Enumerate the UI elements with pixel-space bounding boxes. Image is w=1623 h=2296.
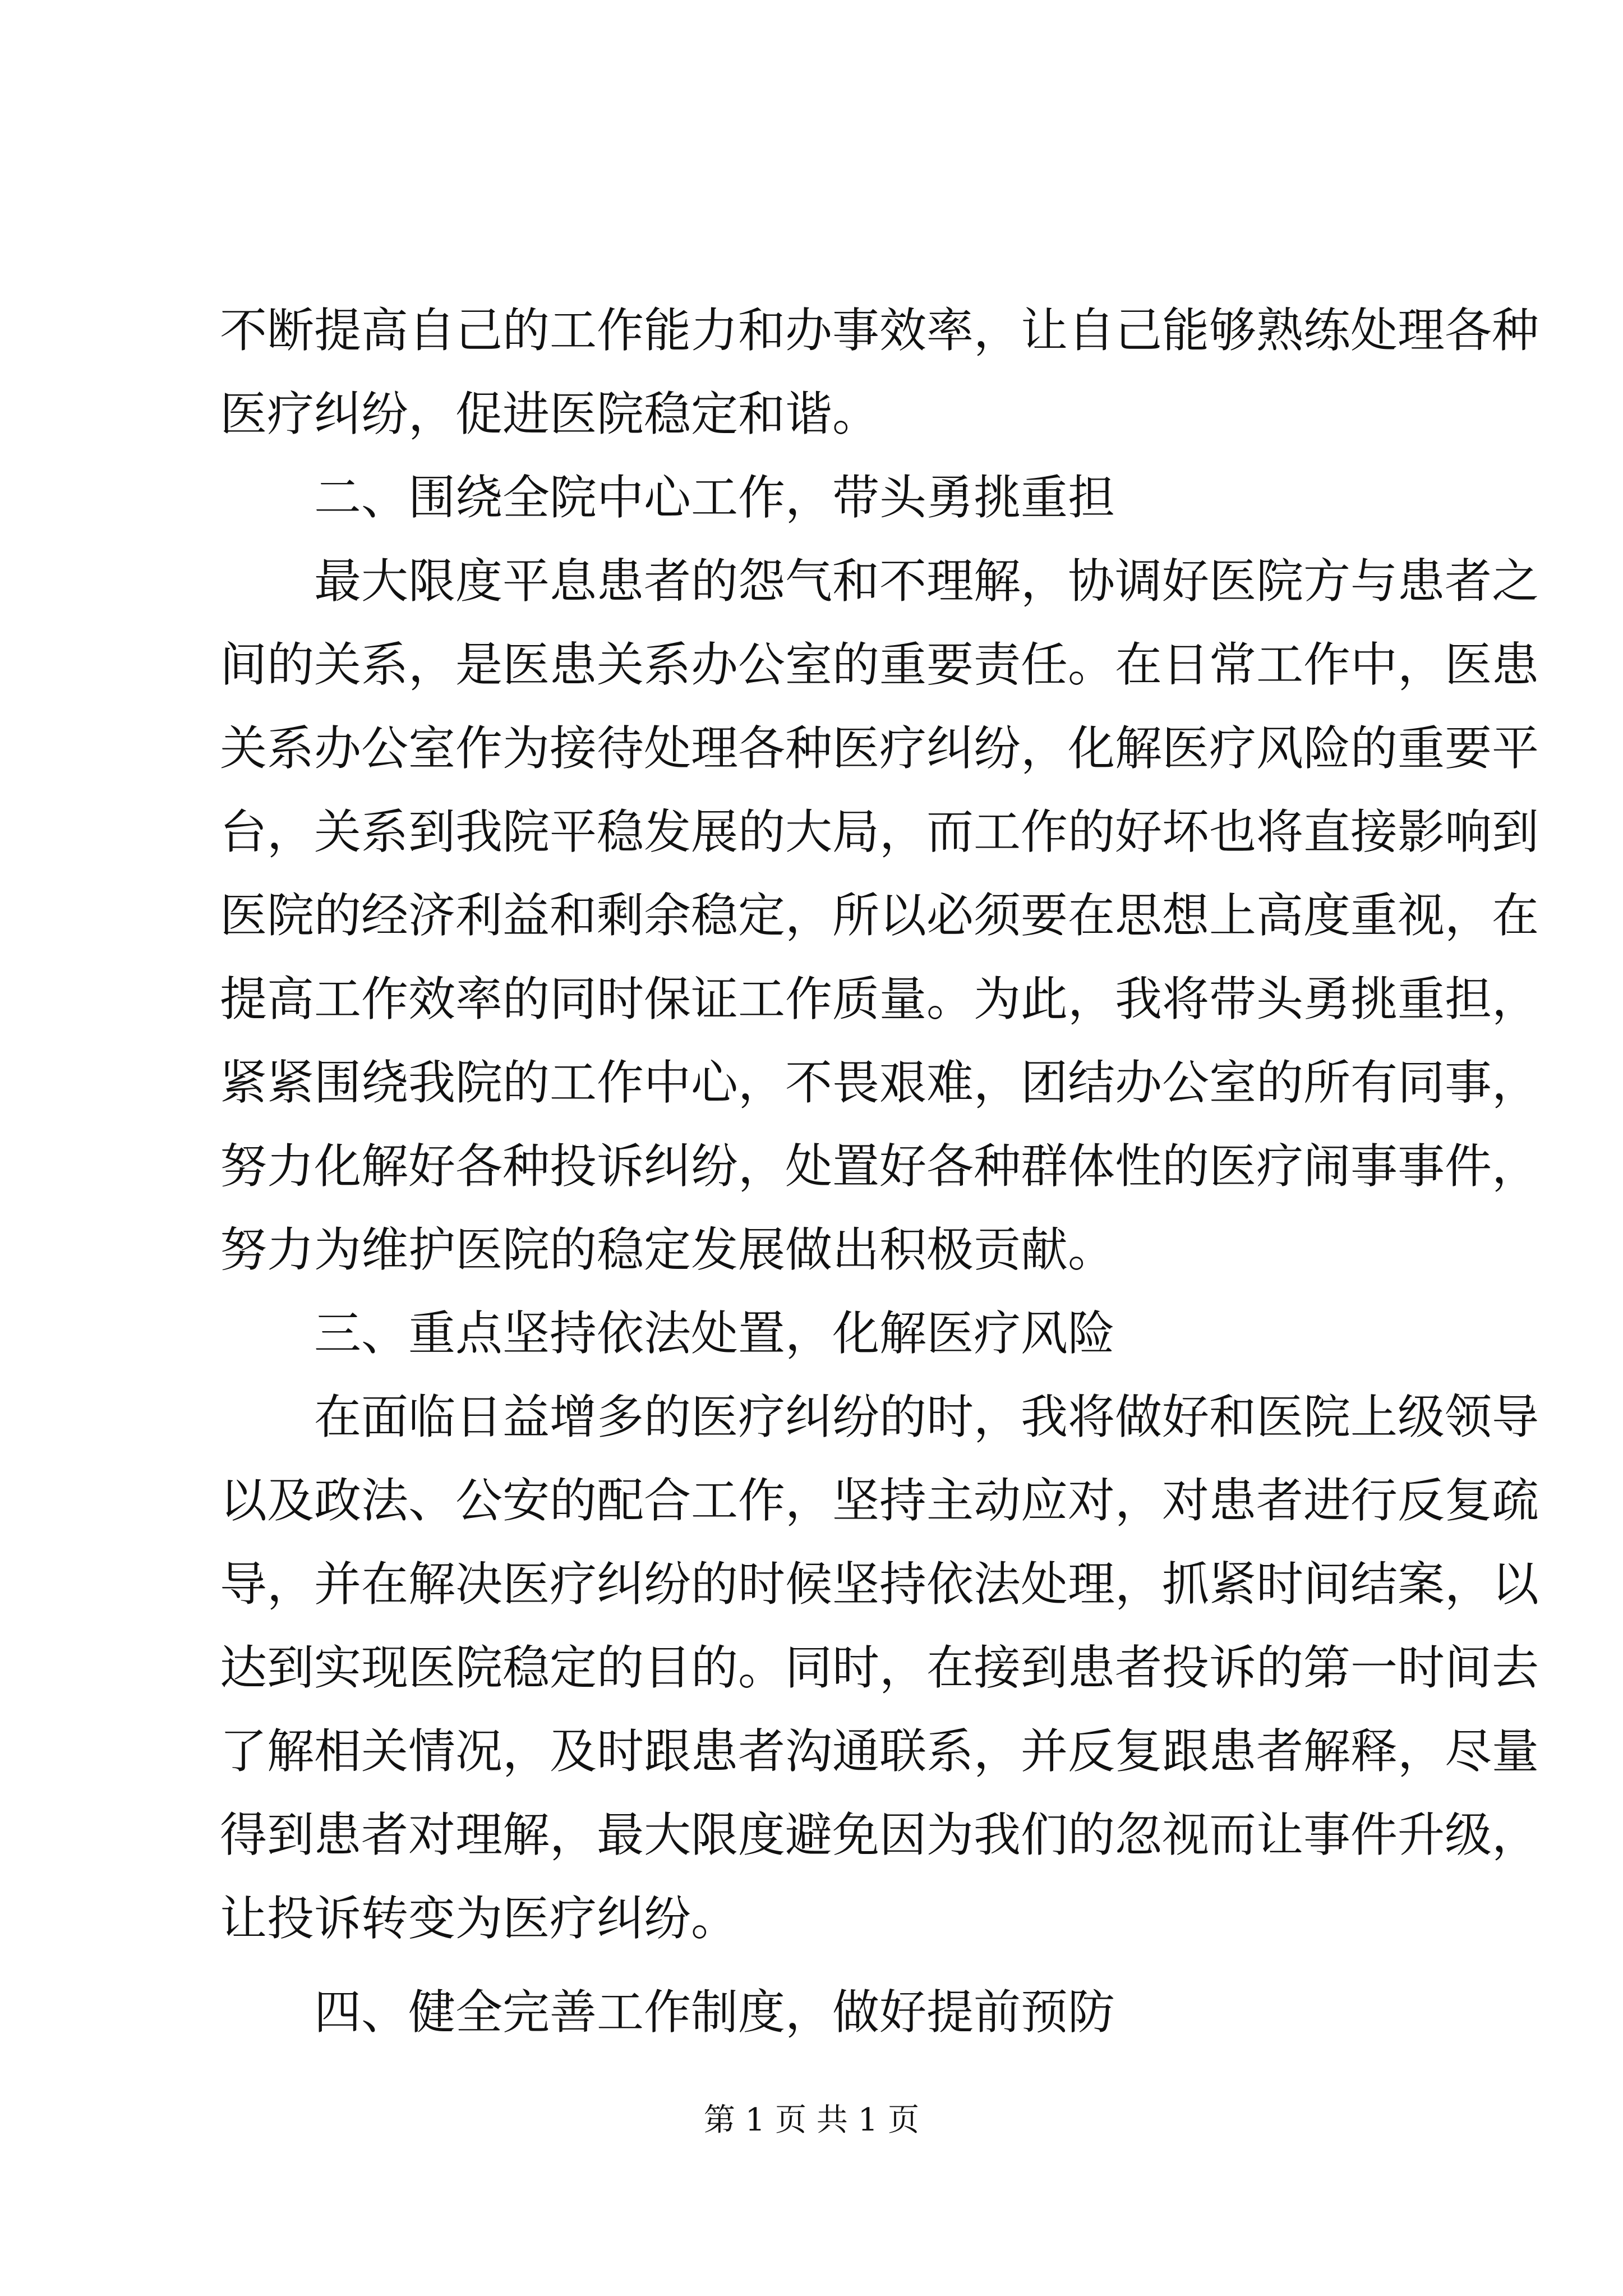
- paragraph-gap: [220, 1961, 1414, 1971]
- section-heading: 二、围绕全院中心工作，带头勇挑重担: [314, 470, 1115, 525]
- paragraph-line: 努力为维护医院的稳定发展做出积极贡献。: [220, 1222, 1115, 1277]
- paragraph-line: 以及政法、公安的配合工作，坚持主动应对，对患者进行反复疏: [220, 1473, 1539, 1528]
- paragraph-line: 间的关系，是医患关系办公室的重要责任。在日常工作中，医患: [220, 637, 1539, 692]
- section-heading: 四、健全完善工作制度，做好提前预防: [314, 1985, 1115, 2040]
- paragraph-line: 努力化解好各种投诉纠纷，处置好各种群体性的医疗闹事事件，: [220, 1139, 1539, 1194]
- paragraph-line: 在面临日益增多的医疗纠纷的时，我将做好和医院上级领导: [314, 1389, 1539, 1444]
- paragraph-line: 导，并在解决医疗纠纷的时候坚持依法处理，抓紧时间结案，以: [220, 1557, 1539, 1612]
- paragraph-line: 台，关系到我院平稳发展的大局，而工作的好坏也将直接影响到: [220, 804, 1539, 859]
- paragraph-line: 最大限度平息患者的怨气和不理解，协调好医院方与患者之: [314, 554, 1539, 609]
- paragraph-line: 紧紧围绕我院的工作中心，不畏艰难，团结办公室的所有同事，: [220, 1055, 1539, 1110]
- page-number-footer: 第 1 页 共 1 页: [703, 2102, 920, 2138]
- paragraph-line: 得到患者对理解，最大限度避免因为我们的忽视而让事件升级，: [220, 1807, 1539, 1862]
- paragraph-line: 关系办公室作为接待处理各种医疗纠纷，化解医疗风险的重要平: [220, 721, 1539, 776]
- paragraph-line: 让投诉转变为医疗纠纷。: [220, 1891, 739, 1946]
- paragraph-line: 不断提高自己的工作能力和办事效率，让自己能够熟练处理各种: [220, 303, 1539, 358]
- paragraph-line: 提高工作效率的同时保证工作质量。为此，我将带头勇挑重担，: [220, 972, 1539, 1027]
- paragraph-line: 医疗纠纷，促进医院稳定和谐。: [220, 386, 880, 441]
- paragraph-line: 了解相关情况，及时跟患者沟通联系，并反复跟患者解释，尽量: [220, 1724, 1539, 1779]
- document-body: [220, 289, 1539, 2054]
- paragraph-line: 医院的经济利益和剩余稳定，所以必须要在思想上高度重视，在: [220, 888, 1539, 943]
- paragraph-line: 达到实现医院稳定的目的。同时，在接到患者投诉的第一时间去: [220, 1640, 1539, 1695]
- section-heading: 三、重点坚持依法处置，化解医疗风险: [314, 1306, 1115, 1361]
